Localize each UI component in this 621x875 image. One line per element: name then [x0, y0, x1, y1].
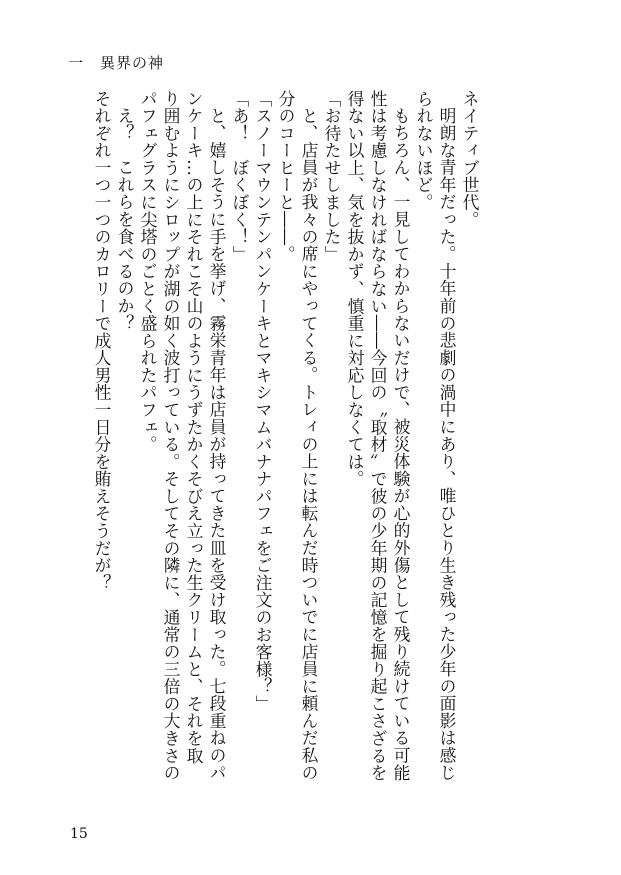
text-line: と、嬉しそうに手を挙げ、霧栄青年は店員が持ってきた皿を受け取った。七段重ねのパ — [207, 106, 227, 782]
text-line: 明朗な青年だった。十年前の悲劇の渦中にあり、唯ひとり生き残った少年の面影は感じ — [437, 106, 457, 782]
page-number: 15 — [70, 826, 88, 842]
text-line: 性は考慮しなければならない――今回の〝取材〟で彼の少年期の記憶を掘り起こさざるを — [368, 90, 388, 782]
body-text — [90, 90, 481, 782]
text-line: られないほど。 — [414, 90, 434, 212]
text-line: ネイティブ世代。 — [460, 90, 480, 229]
running-head: 一 異界の神 — [68, 54, 165, 72]
text-line: と、店員が我々の席にやってくる。トレィの上には転んだ時ついでに店員に頼んだ私の — [299, 106, 319, 782]
text-line: パフェグラスに尖塔のごとく盛られたパフェ。 — [138, 90, 158, 454]
text-line: え？ これらを食べるのか？ — [115, 106, 135, 332]
text-line: 「スノーマウンテンパンケーキとマキシマムバナナパフェをご注文のお客様？」 — [253, 90, 273, 713]
text-line: 分のコーヒーと――。 — [276, 90, 296, 263]
text-line: り囲むようにシロップが湖の如く波打っている。そしてその隣に、通常の三倍の大きさの — [161, 90, 181, 782]
text-line: 得ない以上、気を抜かず、慎重に対応しなくては。 — [345, 90, 365, 488]
text-line: もちろん、一見してわからないだけで、被災体験が心的外傷として残り続けている可能 — [391, 106, 411, 782]
text-line: それぞれ一つ一つのカロリーで成人男性一日分を賄えそうだが？ — [92, 90, 112, 592]
text-line: 「お待たせしました」 — [322, 90, 342, 263]
text-line: 「あ！ ぼくぼく！」 — [230, 90, 250, 263]
text-line: ンケーキ…の上にそれこそ山のようにうずたかくそびえ立った生クリームと、それを取 — [184, 90, 204, 765]
